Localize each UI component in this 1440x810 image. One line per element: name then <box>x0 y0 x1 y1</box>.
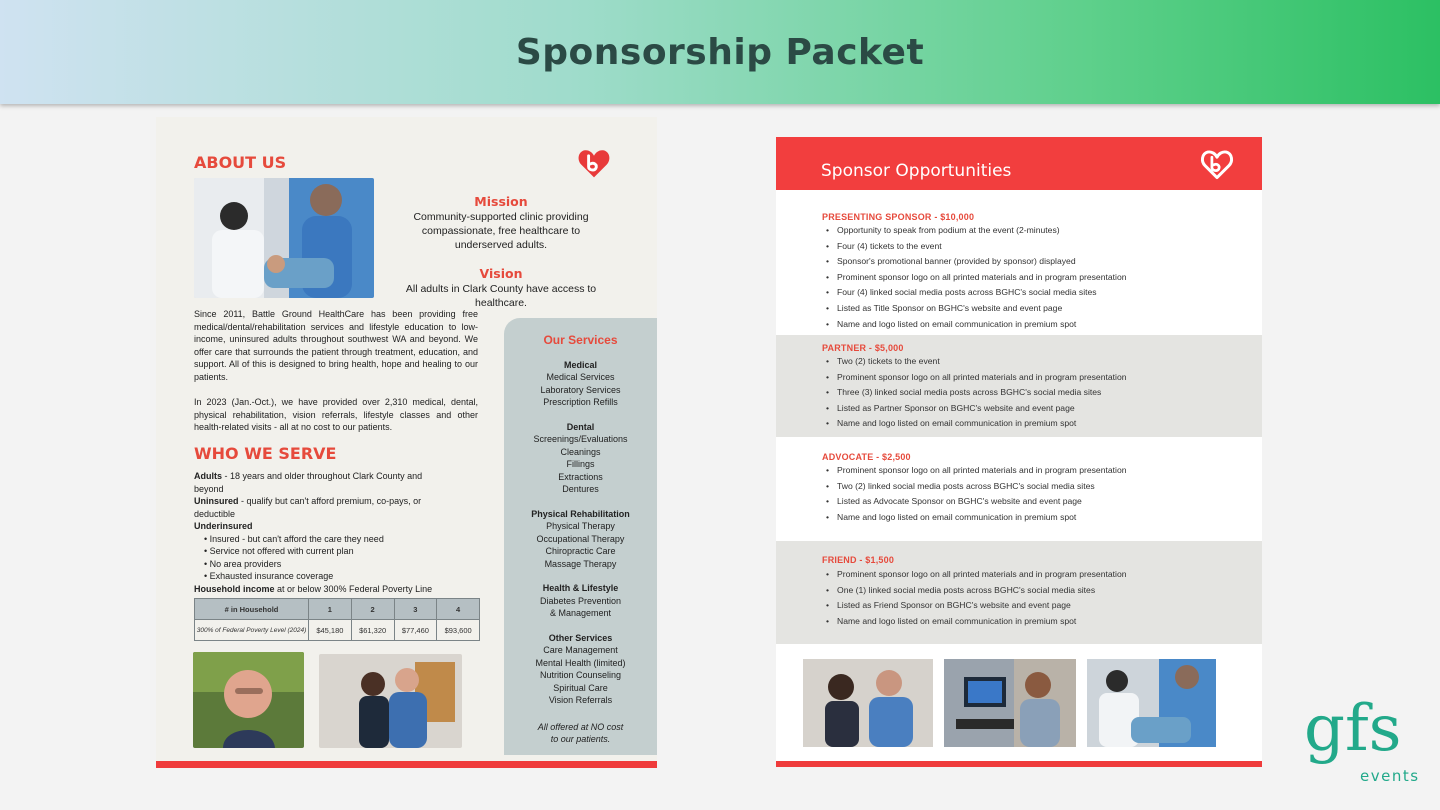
list-item: • No area providers <box>200 558 454 571</box>
sponsor-heading: Sponsor Opportunities <box>821 161 1012 181</box>
patient-photo <box>193 652 304 748</box>
list-item: Extractions <box>558 471 603 482</box>
services-heading: Our Services <box>543 333 618 347</box>
list-item: Vision Referrals <box>548 695 613 705</box>
list-item: Massage Therapy <box>544 558 617 569</box>
list-item: • Listed as Friend Sponsor on BGHC's website and event page <box>826 598 1127 614</box>
tier-benefits <box>826 223 1127 332</box>
who-we-serve-heading: WHO WE SERVE <box>194 444 337 463</box>
list-item: • Prominent sponsor logo on all printed materials and in program presentation <box>826 370 1127 386</box>
poverty-table <box>194 598 480 641</box>
history-paragraph: Since 2011, Battle Ground HealthCare has been providing free medical/dental/rehabilitation services and lifestyle education to low-income, uninsured adults throughout southwest WA and beyond. We offer care that surrounds the patient through treatment, education, and support. All of this is designed to bring health, hope and healing to our patients. <box>194 309 478 382</box>
list-item: • Sponsor's promotional banner (provided by sponsor) displayed <box>826 254 1127 270</box>
list-item: Physical Therapy <box>546 521 615 531</box>
heart-logo-icon <box>1200 147 1234 181</box>
table-cell: $45,180 <box>309 620 352 641</box>
list-item: • Prominent sponsor logo on all printed materials and in program presentation <box>826 270 1127 286</box>
list-item: • Insured - but can't afford the care they need <box>200 533 454 546</box>
list-item: • One (1) linked social media posts across BGHC's social media sites <box>826 583 1127 599</box>
mission-text: Community-supported clinic providing compassionate, free healthcare to underserved adults. <box>413 211 589 251</box>
heart-logo-icon <box>576 145 612 181</box>
gfs-events-logo <box>1300 688 1420 788</box>
uninsured-line: Uninsured - qualify but can't afford premium, co-pays, or deductible <box>194 496 422 519</box>
list-item: Care Management <box>543 645 618 655</box>
about-us-page <box>156 117 657 768</box>
table-header: 1 <box>309 599 352 620</box>
list-item: • Prominent sponsor logo on all printed materials and in program presentation <box>826 567 1127 583</box>
table-cell: $93,600 <box>437 620 480 641</box>
list-item: & Management <box>549 608 612 618</box>
clinic-photo-3 <box>1087 659 1216 747</box>
list-item: • Two (2) linked social media posts across BGHC's social media sites <box>826 479 1127 495</box>
service-group-lifestyle: Health & Lifestyle <box>542 583 619 593</box>
list-item: Screenings/Evaluations <box>533 434 628 444</box>
list-item: • Four (4) tickets to the event <box>826 239 1127 255</box>
table-cell: 300% of Federal Poverty Level (2024) <box>195 620 309 641</box>
tier-benefits <box>826 463 1127 525</box>
list-item: Fillings <box>566 459 595 469</box>
list-item: • Opportunity to speak from podium at the event (2-minutes) <box>826 223 1127 239</box>
mission-heading: Mission <box>474 194 528 209</box>
mission-block <box>394 195 608 252</box>
table-row <box>195 620 480 641</box>
services-note <box>504 721 657 746</box>
list-item: Laboratory Services <box>540 384 621 395</box>
page-footer-bar <box>776 761 1262 767</box>
service-group-other: Other Services <box>548 632 613 643</box>
tier-friend <box>776 541 1262 644</box>
list-item: • Two (2) tickets to the event <box>826 354 1127 370</box>
who-we-serve-list <box>194 470 454 595</box>
table-header: 4 <box>437 599 480 620</box>
table-header-row <box>195 599 480 620</box>
table-cell: $77,460 <box>394 620 437 641</box>
tier-title: FRIEND - $1,500 <box>822 555 895 565</box>
tier-title: ADVOCATE - $2,500 <box>822 452 911 462</box>
underinsured-line: Underinsured <box>194 521 253 531</box>
underinsured-items <box>200 533 454 583</box>
stats-paragraph: In 2023 (Jan.-Oct.), we have provided over 2,310 medical, dental, physical rehabilitation, vision referrals, lifestyle classes and other health-related visits - all at no cost to our patients. <box>194 397 478 433</box>
list-item: • Prominent sponsor logo on all printed materials and in program presentation <box>826 463 1127 479</box>
list-item: • Name and logo listed on email communication in premium spot <box>826 614 1127 630</box>
staff-patient-photo <box>319 654 462 748</box>
list-item: • Name and logo listed on email communication in premium spot <box>826 510 1127 526</box>
list-item: • Service not offered with current plan <box>200 545 454 558</box>
table-cell: $61,320 <box>351 620 394 641</box>
gfs-logo-icon <box>1300 688 1420 788</box>
tier-title: PRESENTING SPONSOR - $10,000 <box>822 212 975 222</box>
vision-heading: Vision <box>479 266 523 281</box>
services-note-line: to our patients. <box>550 734 611 744</box>
list-item: Diabetes Prevention <box>539 595 622 606</box>
list-item: • Listed as Advocate Sponsor on BGHC's website and event page <box>826 494 1127 510</box>
list-item: • Exhausted insurance coverage <box>200 570 454 583</box>
list-item: • Three (3) linked social media posts across BGHC's social media sites <box>826 385 1127 401</box>
table-header: 3 <box>394 599 437 620</box>
sponsor-opportunities-page <box>776 137 1262 767</box>
list-item: Mental Health (limited) <box>535 657 626 668</box>
tier-advocate <box>776 437 1262 541</box>
household-line: Household income at or below 300% Federal Poverty Line <box>194 583 433 594</box>
table-header: 2 <box>351 599 394 620</box>
list-item: • Four (4) linked social media posts across BGHC's social media sites <box>826 285 1127 301</box>
about-us-heading: ABOUT US <box>194 153 287 172</box>
title-bar <box>0 0 1440 104</box>
service-group-dental: Dental <box>566 421 595 432</box>
services-note-line: All offered at NO cost <box>537 721 624 732</box>
tier-title: PARTNER - $5,000 <box>822 343 904 353</box>
adults-line: Adults - 18 years and older throughout Clark County and beyond <box>194 471 423 494</box>
tier-benefits <box>826 354 1127 432</box>
vision-block <box>394 267 608 310</box>
list-item: Spiritual Care <box>553 682 608 693</box>
logo-subtext: events <box>1360 767 1420 785</box>
list-item: • Name and logo listed on email communication in premium spot <box>826 317 1127 333</box>
list-item: • Name and logo listed on email communication in premium spot <box>826 416 1127 432</box>
service-group-medical: Medical <box>563 359 597 370</box>
list-item: Nutrition Counseling <box>539 670 622 680</box>
list-item: • Listed as Title Sponsor on BGHC's website and event page <box>826 301 1127 317</box>
clinic-photo-2 <box>944 659 1076 747</box>
list-item: Prescription Refills <box>543 397 618 407</box>
list-item: • Listed as Partner Sponsor on BGHC's website and event page <box>826 401 1127 417</box>
logo-wordmark: gfs <box>1304 692 1402 766</box>
list-item: Occupational Therapy <box>536 533 625 544</box>
page-title: Sponsorship Packet <box>515 31 925 73</box>
tier-benefits <box>826 567 1127 629</box>
table-header: # in Household <box>195 599 309 620</box>
list-item: Cleanings <box>560 446 601 457</box>
page-footer-bar <box>156 761 657 768</box>
list-item: Chiropractic Care <box>545 546 616 556</box>
clinic-photo-1 <box>803 659 933 747</box>
tier-presenting <box>776 190 1262 335</box>
sponsor-header <box>776 137 1262 190</box>
service-group-rehab: Physical Rehabilitation <box>531 508 630 519</box>
vision-text: All adults in Clark County have access to healthcare. <box>405 283 597 309</box>
services-panel <box>504 318 657 755</box>
list-item: Medical Services <box>546 372 615 382</box>
dentist-photo <box>194 178 374 298</box>
list-item: Dentures <box>562 484 599 494</box>
tier-partner <box>776 335 1262 437</box>
